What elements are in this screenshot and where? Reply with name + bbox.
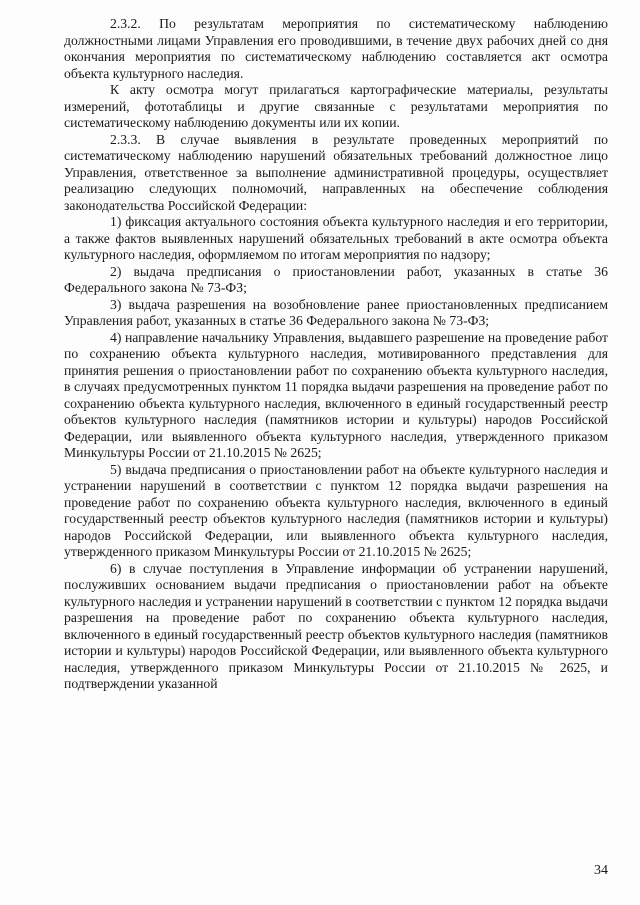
page-number: 34 [594, 863, 608, 878]
list-item-2: 2) выдача предписания о приостановлении работ, указанных в статье 36 Федерального закона № 73-ФЗ; [64, 263, 608, 295]
paragraph-2-3-3: 2.3.3. В случае выявления в результате проведенных мероприятий по систематическому наблюдению нарушений обязательных требований должностное лицо Управления, ответственное за выполнение административной процедуры, осуществляет реализацию следующих полномочий, направленных на обеспечение соблюдения законодательства Российской Федерации: [64, 131, 608, 213]
list-item-4: 4) направление начальнику Управления, выдавшего разрешение на проведение работ по сохранению объекта культурного наследия, мотивированного представления для принятия решения о приостановлении работ по сохранению объекта культурного наследия, в случаях предусмотренных пунктом 11 порядка выдачи разрешения на проведение работ по сохранению объекта культурного наследия, включенного в единый государственный реестр объектов культурного наследия (памятников истории и культуры) народов Российской Федерации, или выявленного объекта культурного наследия, утвержденного приказом Минкультуры России от 21.10.2015 № 2625; [64, 329, 608, 460]
list-item-1: 1) фиксация актуального состояния объекта культурного наследия и его территории, а также фактов выявленных нарушений обязательных требований в акте осмотра объекта культурного наследия, оформляемом по итогам мероприятия по надзору; [64, 214, 608, 262]
paragraph-2-3-2: 2.3.2. По результатам мероприятия по систематическому наблюдению должностными лицами Управления его проводившими, в течение двух рабочих дней со дня окончания мероприятия по систематическому наблюдению составляется акт осмотра объекта культурного наследия. [64, 16, 608, 81]
paragraph-inspection-attachments: К акту осмотра могут прилагаться картографические материалы, результаты измерений, фототаблицы и другие связанные с результатами мероприятия по систематическому наблюдению документы или их копии. [64, 82, 608, 130]
document-body [64, 16, 608, 693]
list-item-5: 5) выдача предписания о приостановлении работ на объекте культурного наследия и устранении нарушений в соответствии с пунктом 12 порядка выдачи разрешения на проведение работ по сохранению объекта культурного наследия, включенного в единый государственный реестр объектов культурного наследия (памятников истории и культуры) народов Российской Федерации, или выявленного объекта культурного наследия, утвержденного приказом Минкультуры России от 21.10.2015 № 2625; [64, 461, 608, 559]
list-item-3: 3) выдача разрешения на возобновление ранее приостановленных предписанием Управления работ, указанных в статье 36 Федерального закона № 73-ФЗ; [64, 296, 608, 328]
list-item-6: 6) в случае поступления в Управление информации об устранении нарушений, послуживших основанием выдачи предписания о приостановлении работ на объекте культурного наследия и устранении нарушений в соответствии с пунктом 12 порядка выдачи разрешения на проведение работ по сохранению объекта культурного наследия, включенного в единый государственный реестр объектов культурного наследия (памятников истории и культуры) народов Российской Федерации, или выявленного объекта культурного наследия, утвержденного приказом Минкультуры России от 21.10.2015 № 2625, и подтверждении указанной [64, 560, 608, 691]
